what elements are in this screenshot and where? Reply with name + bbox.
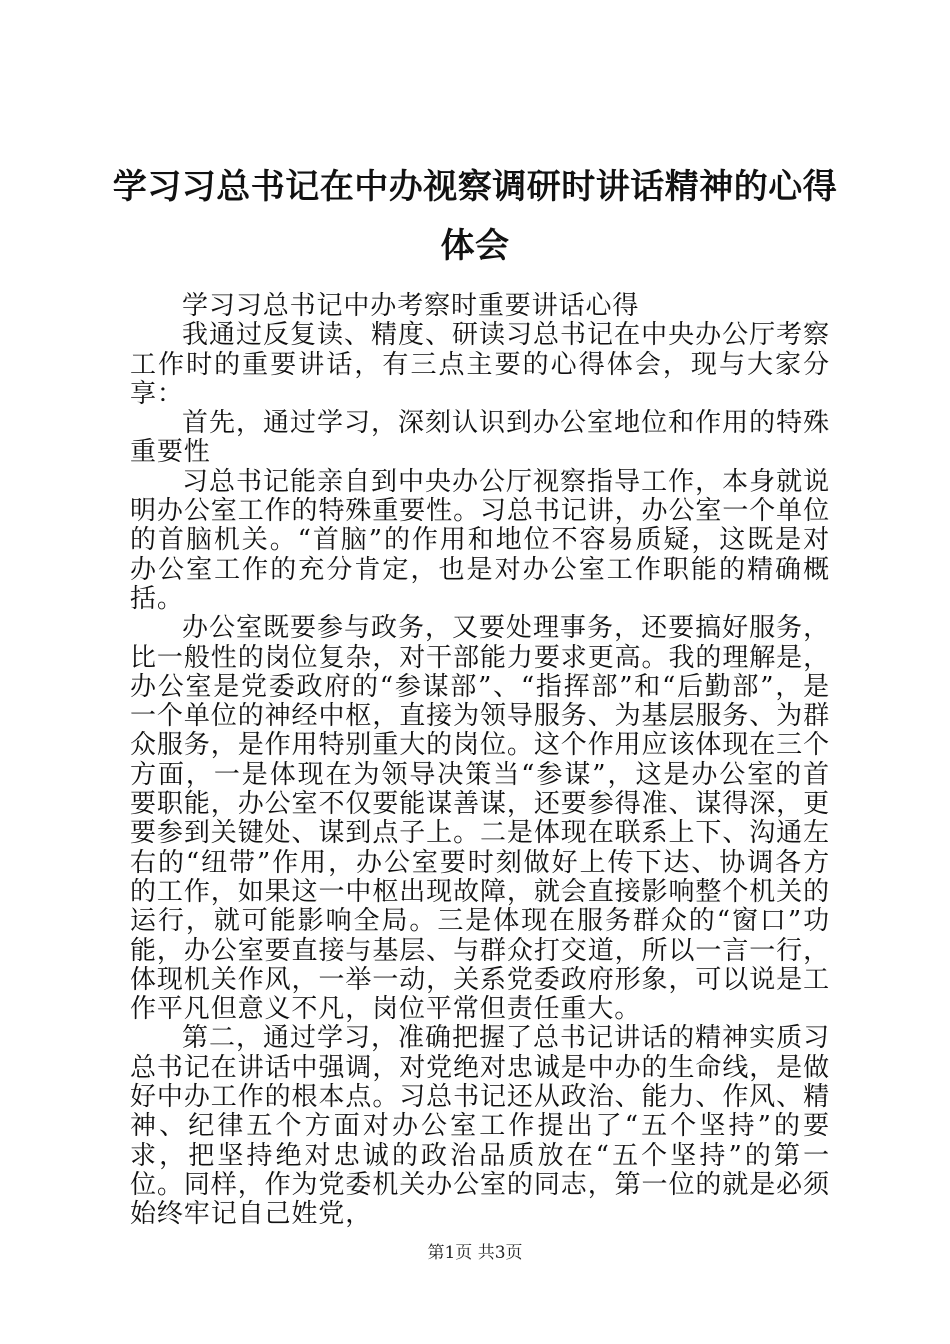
document-body [130,292,830,1230]
document-title: 学习习总书记在中办视察调研时讲话精神的心得体会 [112,167,838,266]
page-number-footer: 第1页 共3页 [427,1243,523,1263]
body-paragraph: 首先，通过学习，深刻认识到办公室地位和作用的特殊重要性 [130,408,830,468]
body-paragraph: 第二，通过学习，准确把握了总书记讲话的精神实质习总书记在讲话中强调，对党绝对忠诚是中办的生命线，是做好中办工作的根本点。习总书记还从政治、能力、作风、精神、纪律五个方面对办公室工作提出了“五个坚持”的要求，把坚持绝对忠诚的政治品质放在“五个坚持”的第一位。同样，作为党委机关办公室的同志，第一位的就是必须始终牢记自己姓党， [130,1023,830,1230]
body-paragraph: 习总书记能亲自到中央办公厅视察指导工作，本身就说明办公室工作的特殊重要性。习总书记讲，办公室一个单位的首脑机关。“首脑”的作用和地位不容易质疑，这既是对办公室工作的充分肯定，也是对办公室工作职能的精确概括。 [130,466,830,614]
body-paragraph: 学习习总书记中办考察时重要讲话心得 [182,291,640,321]
body-paragraph: 办公室既要参与政务，又要处理事务，还要搞好服务，比一般性的岗位复杂，对干部能力要求更高。我的理解是，办公室是党委政府的“参谋部”、“指挥部”和“后勤部”，是一个单位的神经中枢，直接为领导服务、为基层服务、为群众服务，是作用特别重大的岗位。这个作用应该体现在三个方面，一是体现在为领导决策当“参谋”，这是办公室的首要职能，办公室不仅要能谋善谋，还要参得准、谋得深，更要参到关键处、谋到点子上。二是体现在联系上下、沟通左右的“纽带”作用，办公室要时刻做好上传下达、协调各方的工作，如果这一中枢出现故障，就会直接影响整个机关的运行，就可能影响全局。三是体现在服务群众的“窗口”功能，办公室要直接与基层、与群众打交道，所以一言一行，体现机关作风，一举一动，关系党委政府形象，可以说是工作平凡但意义不凡，岗位平常但责任重大。 [130,613,830,1025]
body-paragraph: 我通过反复读、精度、研读习总书记在中央办公厅考察工作时的重要讲话，有三点主要的心得体会，现与大家分享： [130,320,830,409]
